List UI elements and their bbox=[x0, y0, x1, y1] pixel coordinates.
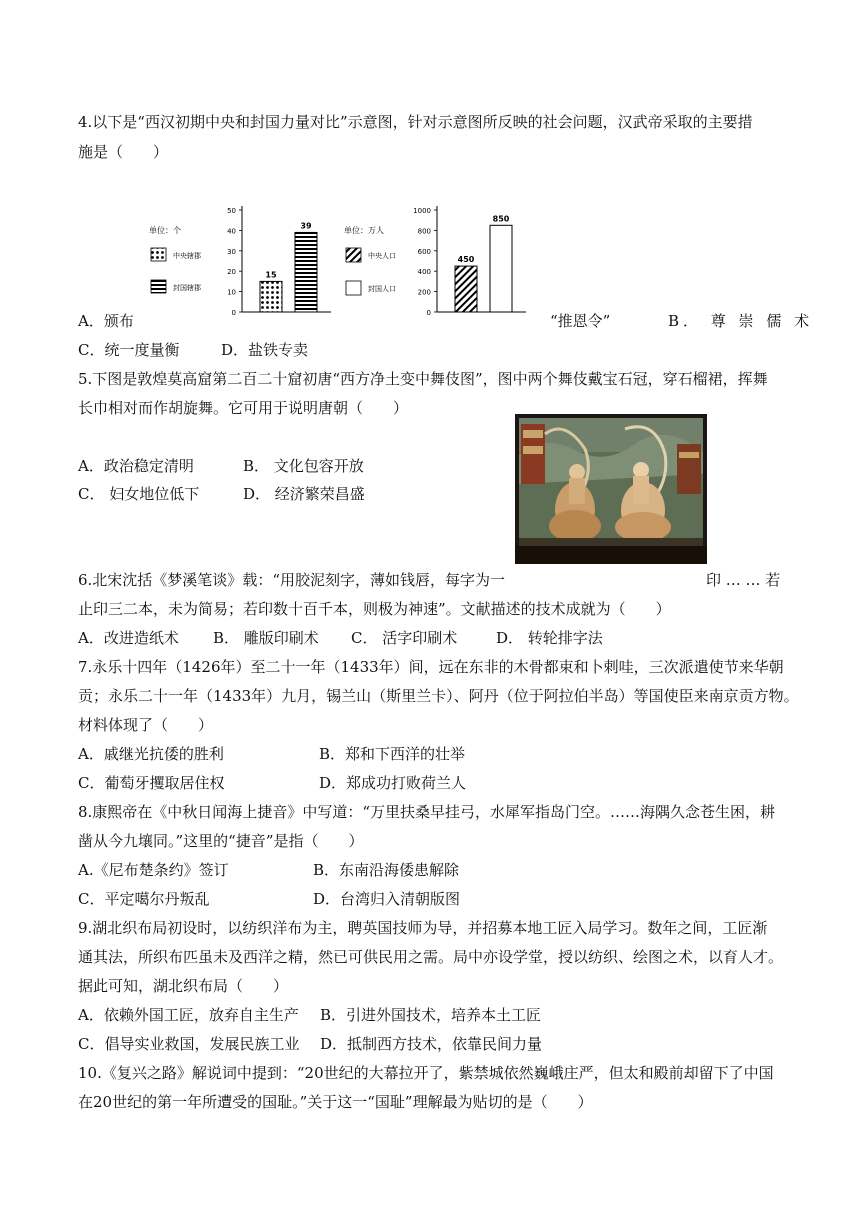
q9-option-b: B．引进外国技术，培养本土工匠 bbox=[320, 1006, 542, 1024]
q9-option-a: A．依赖外国工匠，放弃自主生产 bbox=[78, 1006, 299, 1024]
chart2-ytick-label-2: 400 bbox=[417, 268, 431, 277]
chart1-ytick-label-5: 50 bbox=[227, 207, 236, 215]
chart-population bbox=[340, 200, 530, 322]
chart1-bar-label-1: 39 bbox=[300, 221, 312, 231]
q5-option-b: B． 文化包容开放 bbox=[243, 457, 364, 475]
legend-swatch-vassal-commanderies bbox=[151, 280, 166, 293]
q8-stem-line2: 凿从今九壤同。”这里的“捷音”是指（ ） bbox=[78, 832, 364, 850]
chart1-legend-1: 封国辖郡 bbox=[173, 284, 201, 292]
chart2-legend-0: 中央人口 bbox=[368, 252, 396, 260]
q9-option-d: D．抵制西方技术，依靠民间力量 bbox=[320, 1035, 543, 1053]
q5-option-a: A．政治稳定清明 bbox=[78, 457, 194, 475]
q7-stem-line2: 贡；永乐二十一年（1433年）九月，锡兰山（斯里兰卡）、阿丹（位于阿拉伯半岛）等国使臣来南京贡方物。 bbox=[78, 687, 799, 705]
q5-option-d: D． 经济繁荣昌盛 bbox=[243, 485, 365, 503]
chart1-ytick-label-4: 40 bbox=[227, 227, 236, 236]
q9-stem-line3: 据此可知，湖北织布局（ ） bbox=[78, 977, 289, 995]
q4-option-b: B． 尊 崇 儒 术 bbox=[668, 312, 814, 330]
q5-stem-line2: 长巾相对而作胡旋舞。它可用于说明唐朝（ ） bbox=[78, 399, 409, 417]
q6-option-c: C． 活字印刷术 bbox=[351, 629, 458, 647]
q8-option-a: A.《尼布楚条约》签订 bbox=[78, 861, 229, 879]
chart1-ytick-label-1: 10 bbox=[227, 288, 236, 297]
chart2-unit: 单位：万人 bbox=[344, 226, 384, 235]
q4-option-a-tail: “推恩令” bbox=[550, 312, 611, 330]
chart2-legend-1: 封国人口 bbox=[368, 285, 396, 293]
chart1-ytick-label-2: 20 bbox=[227, 268, 236, 277]
q5-option-c: C． 妇女地位低下 bbox=[78, 485, 200, 503]
q6-option-a: A．改进造纸术 bbox=[78, 629, 179, 647]
chart2-ytick-label-4: 800 bbox=[417, 227, 431, 236]
q6-option-d: D． 转轮排字法 bbox=[496, 629, 603, 647]
chart1-unit: 单位：个 bbox=[149, 226, 181, 235]
chart1-ytick-label-0: 0 bbox=[231, 309, 236, 317]
q4-option-c: C．统一度量衡 bbox=[78, 341, 180, 359]
dunhuang-dancers-image bbox=[515, 414, 707, 564]
q8-option-c: C．平定噶尔丹叛乱 bbox=[78, 890, 210, 908]
chart2-ytick-label-1: 200 bbox=[417, 288, 431, 297]
legend-swatch-central-commanderies bbox=[151, 248, 166, 261]
q8-stem-line1: 8.康熙帝在《中秋日闻海上捷音》中写道：“万里扶桑早挂弓，水犀军指岛门空。……海隅久念苍生困，耕 bbox=[78, 803, 775, 821]
q7-option-b: B．郑和下西洋的壮举 bbox=[319, 745, 466, 763]
q4-stem-line2: 施是（ ） bbox=[78, 143, 169, 161]
q7-stem-line1: 7.永乐十四年（1426年）至二十一年（1433年）间，远在东非的木骨都束和卜剌哇，三次派遣使节来华朝 bbox=[78, 658, 784, 676]
q7-option-a: A．戚继光抗倭的胜利 bbox=[78, 745, 224, 763]
chart2-ytick-label-3: 600 bbox=[417, 247, 431, 256]
chart1-bar-label-0: 15 bbox=[265, 270, 277, 280]
legend-swatch-vassal-population bbox=[346, 281, 361, 295]
q8-option-d: D．台湾归入清朝版图 bbox=[313, 890, 461, 908]
chart2-ytick-label-5: 1000 bbox=[413, 207, 431, 215]
q10-stem-line2: 在20世纪的第一年所遭受的国耻。”关于这一“国耻”理解最为贴切的是（ ） bbox=[78, 1093, 593, 1111]
q7-option-d: D．郑成功打败荷兰人 bbox=[319, 774, 467, 792]
chart1-bar-0 bbox=[260, 281, 282, 312]
chart1-legend-0: 中央辖郡 bbox=[173, 252, 201, 260]
chart1-ytick-label-3: 30 bbox=[227, 247, 236, 256]
legend-swatch-central-population bbox=[346, 248, 361, 262]
q4-stem-line1: 4.以下是“西汉初期中央和封国力量对比”示意图，针对示意图所反映的社会问题，汉武帝采取的主要措 bbox=[78, 113, 753, 131]
q10-stem-line1: 10.《复兴之路》解说词中提到：“20世纪的大幕拉开了，紫禁城依然巍峨庄严，但太和殿前却留下了中国 bbox=[78, 1064, 774, 1082]
q7-stem-line3: 材料体现了（ ） bbox=[78, 716, 214, 734]
q9-stem-line2: 通其法，所织布匹虽未及西洋之精，然已可供民用之需。局中亦设学堂，授以纺织、绘图之术，以育人才。 bbox=[78, 948, 784, 966]
q6-stem-line1-tail: 印 … … 若 bbox=[706, 571, 781, 589]
chart2-bar-0 bbox=[455, 266, 477, 312]
q9-stem-line1: 9.湖北织布局初设时，以纺织洋布为主，聘英国技师为导，并招募本地工匠入局学习。数年之间，工匠渐 bbox=[78, 919, 768, 937]
chart2-bar-1 bbox=[490, 225, 512, 312]
q4-option-a: A．颁布 bbox=[78, 312, 134, 330]
chart2-bar-label-0: 450 bbox=[457, 255, 475, 265]
q6-option-b: B． 雕版印刷术 bbox=[213, 629, 319, 647]
q8-option-b: B．东南沿海倭患解除 bbox=[313, 861, 460, 879]
q7-option-c: C．葡萄牙攫取居住权 bbox=[78, 774, 225, 792]
chart1-bar-1 bbox=[295, 232, 317, 312]
chart2-bar-label-1: 850 bbox=[492, 214, 510, 224]
q5-stem-line1: 5.下图是敦煌莫高窟第二百二十窟初唐“西方净土变中舞伎图”，图中两个舞伎戴宝石冠，穿石榴裙，挥舞 bbox=[78, 370, 768, 388]
q4-option-d: D．盐铁专卖 bbox=[221, 341, 309, 359]
q9-option-c: C．倡导实业救国，发展民族工业 bbox=[78, 1035, 300, 1053]
chart-commanderies bbox=[145, 200, 335, 322]
chart2-ytick-label-0: 0 bbox=[426, 309, 431, 317]
q6-stem-line2: 止印三二本，未为简易；若印数十百千本，则极为神速”。文献描述的技术成就为（ ） bbox=[78, 600, 671, 618]
q6-stem-line1-head: 6.北宋沈括《梦溪笔谈》载：“用胶泥刻字，薄如钱唇，每字为一 bbox=[78, 571, 505, 589]
